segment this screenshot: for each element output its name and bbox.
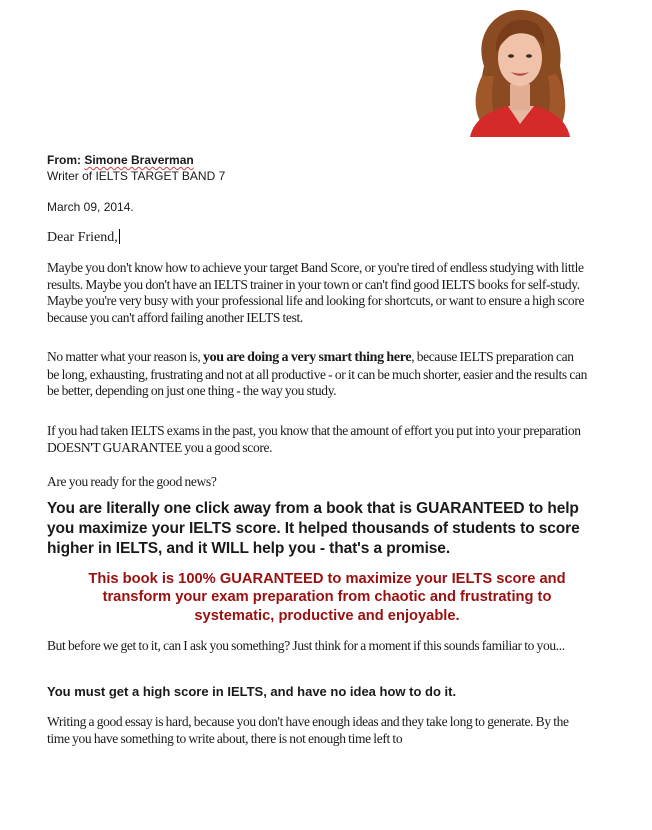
author-title: Writer of IELTS TARGET BAND 7	[47, 169, 226, 183]
from-label: From:	[47, 153, 81, 167]
paragraph-3: If you had taken IELTS exams in the past, you know that the amount of effort you put into your preparation DOESN'T GUARANTEE you a good score.	[47, 423, 581, 455]
text-cursor	[119, 229, 120, 244]
author-photo	[464, 6, 574, 137]
from-line	[47, 153, 194, 167]
greeting	[47, 229, 120, 246]
guarantee-highlight-line: This book is 100% GUARANTEED to maximize your IELTS score and	[88, 571, 566, 587]
paragraph-2-lead: No matter what your reason is,	[47, 349, 201, 364]
paragraph-5: But before we get to it, can I ask you something? Just think for a moment if this sounds familiar to you...	[47, 638, 565, 653]
paragraph-2-rest: , because IELTS preparation can be long, exhausting, frustrating and not at all productive - or it can be much shorter, easier and the results can be better, depending on just one thing - the way you study.	[47, 349, 588, 398]
paragraph-4: Are you ready for the good news?	[47, 474, 217, 489]
guarantee-highlight-line: transform your exam preparation from chaotic and frustrating to	[102, 589, 552, 606]
author-name: Simone Braverman	[84, 153, 194, 167]
paragraph-1: Maybe you don't know how to achieve your target Band Score, or you're tired of endless studying with little results. Maybe you don't have an IELTS trainer in your town or can't find good IELTS books for self-study. Maybe you're very busy with your professional life and looking for shortcuts, or want to ensure a high score because you can't afford failing another IELTS test.	[47, 260, 585, 325]
paragraph-2-emphasis: you are doing a very smart thing here	[203, 350, 412, 365]
paragraph-6: Writing a good essay is hard, because you don't have enough ideas and they take long to generate. By the time you have something to write about, there is not enough time left to	[47, 714, 569, 746]
guarantee-statement: You are literally one click away from a book that is GUARANTEED to help you maximize your IELTS score. It helped thousands of students to score higher in IELTS, and it WILL help you - that's a promise.	[47, 500, 580, 557]
problem-statement: You must get a high score in IELTS, and have no idea how to do it.	[47, 684, 457, 699]
paragraph-2	[47, 349, 587, 400]
greeting-text: Dear Friend,	[47, 230, 118, 245]
letter-date: March 09, 2014.	[47, 200, 134, 214]
guarantee-highlight	[47, 570, 607, 625]
guarantee-highlight-line: systematic, productive and enjoyable.	[194, 607, 460, 624]
